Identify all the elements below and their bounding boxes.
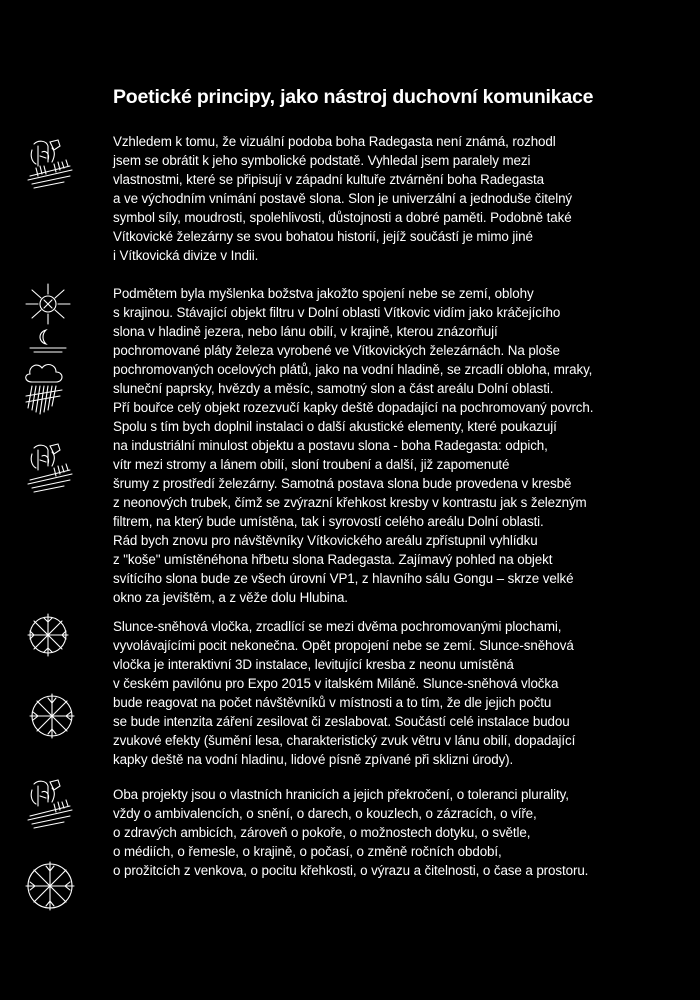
text-line: filtrem, na který bude umístěna, tak i syrovostí celého areálu Dolní oblasti. [113, 514, 544, 529]
text-line: symbol síly, moudrosti, spolehlivosti, důstojnosti a dobré paměti. Podobně také [113, 210, 572, 225]
text-line: vlastnostmi, které se připisují v západní kultuře ztvárnění boha Radegasta [113, 172, 545, 187]
text-line: o prožitcích z venkova, o pocitu křehkosti, o výrazu a čitelnosti, o čase a prostoru. [113, 863, 589, 878]
text-line: z neonových trubek, čímž se zvýrazní křehkost kresby v kontrastu jak s železným [113, 495, 587, 510]
text-line: svítícího slona bude ze všech úrovní VP1, z hlavního sálu Gongu – skrze velké [113, 571, 574, 586]
paragraph-4 [113, 785, 588, 880]
snowflake-sketch-icon [24, 690, 80, 742]
paragraph-3 [113, 617, 575, 769]
snowflake-sketch-icon [22, 610, 74, 660]
snowflake-sketch-icon [22, 858, 78, 914]
sun-snowflake-sketch-icon [22, 282, 74, 326]
text-line: bude reagovat na počet návštěvníků v místnosti a to tím, že dle jejich počtu [113, 695, 552, 710]
text-line: Vítkovické železárny se svou bohatou historií, jejíž součástí je mimo jiné [113, 229, 533, 244]
text-line: vždy o ambivalencích, o snění, o darech, o kouzlech, o zázracích, o víře, [113, 806, 537, 821]
text-line: a ve východním vnímání postavě slona. Slon je univerzální a jednoduše čitelný [113, 191, 573, 206]
elephant-filter-sketch-icon [24, 136, 76, 196]
rain-cloud-sketch-icon [22, 360, 68, 418]
text-line: vyvolávajícími pocit nekonečna. Opět propojení nebe se zemí. Slunce-sněhová [113, 638, 574, 653]
text-line: slona v hladině jezera, nebo lánu obilí, v krajině, kterou znázorňují [113, 324, 498, 339]
text-line: jsem se obrátit k jeho symbolické podstatě. Vyhledal jsem paralely mezi [113, 153, 531, 168]
text-line: Pří bouřce celý objekt rozezvučí kapky deště dopadající na pochromovaný povrch. [113, 400, 594, 415]
text-line: kapky deště na vodní hladinu, lidové písně zpívané při sklizni úrody). [113, 752, 514, 767]
text-line: Podmětem byla myšlenka božstva jakožto spojení nebe se zemí, oblohy [113, 286, 534, 301]
text-line: o zdravých ambicích, zároveň o pokoře, o možnostech dotyku, o světle, [113, 825, 531, 840]
text-line: šrumy z prostředí železárny. Samotná postava slona bude provedena v kresbě [113, 476, 572, 491]
text-line: vločka je interaktivní 3D instalace, levitující kresba z neonu umístěná [113, 657, 514, 672]
paragraph-2 [113, 284, 593, 607]
text-line: Spolu s tím bych doplnil instalaci o další akustické elementy, které poukazují [113, 419, 557, 434]
text-line: z "koše" umístěnéhona hřbetu slona Radegasta. Zajímavý pohled na objekt [113, 552, 553, 567]
text-line: Rád bych znovu pro návštěvníky Vítkovického areálu zpřístupnil vyhlídku [113, 533, 538, 548]
text-line: okno za jevištěm, a z věže dolu Hlubina. [113, 590, 348, 605]
text-line: zvukové efekty (šumění lesa, charakteristický zvuk větru v lánu obilí, dopadající [113, 733, 576, 748]
paragraph-1 [113, 132, 572, 265]
text-line: vítr mezi stromy a lánem obilí, sloní troubení a další, již zapomenuté [113, 457, 510, 472]
text-line: s krajinou. Stávající objekt filtru v Dolní oblasti Vítkovic vidím jako kráčejícího [113, 305, 561, 320]
text-line: pochromovaných ocelových plátů, jako na vodní hladině, se zrcadlí obloha, mraky, [113, 362, 593, 377]
text-line: i Vítkovická divize v Indii. [113, 248, 259, 263]
text-line: na industriální minulost objektu a postavu slona - boha Radegasta: odpich, [113, 438, 548, 453]
text-line: Oba projekty jsou o vlastních hranicích a jejich překročení, o toleranci plurality, [113, 787, 569, 802]
text-line: pochromované pláty železa vyrobené ve Vítkovických železárnách. Na ploše [113, 343, 560, 358]
elephant-filter-sketch-icon [24, 776, 76, 836]
text-line: sluneční paprsky, hvězdy a měsíc, samotný slon a část areálu Dolní oblasti. [113, 381, 554, 396]
text-line: Slunce-sněhová vločka, zrcadlící se mezi dvěma pochromovanými plochami, [113, 619, 562, 634]
text-line: se bude intenzita záření zesilovat či zeslabovat. Součástí celé instalace budou [113, 714, 570, 729]
page-title: Poetické principy, jako nástroj duchovní komunikace [113, 86, 594, 108]
text-line: Vzhledem k tomu, že vizuální podoba boha Radegasta není známá, rozhodl [113, 134, 556, 149]
elephant-filter-sketch-icon [24, 440, 76, 498]
text-line: v českém pavilónu pro Expo 2015 v italském Miláně. Slunce-sněhová vločka [113, 676, 559, 691]
text-line: o médiích, o řemesle, o krajině, o počasí, o změně ročních období, [113, 844, 502, 859]
moon-over-water-sketch-icon [28, 326, 68, 354]
